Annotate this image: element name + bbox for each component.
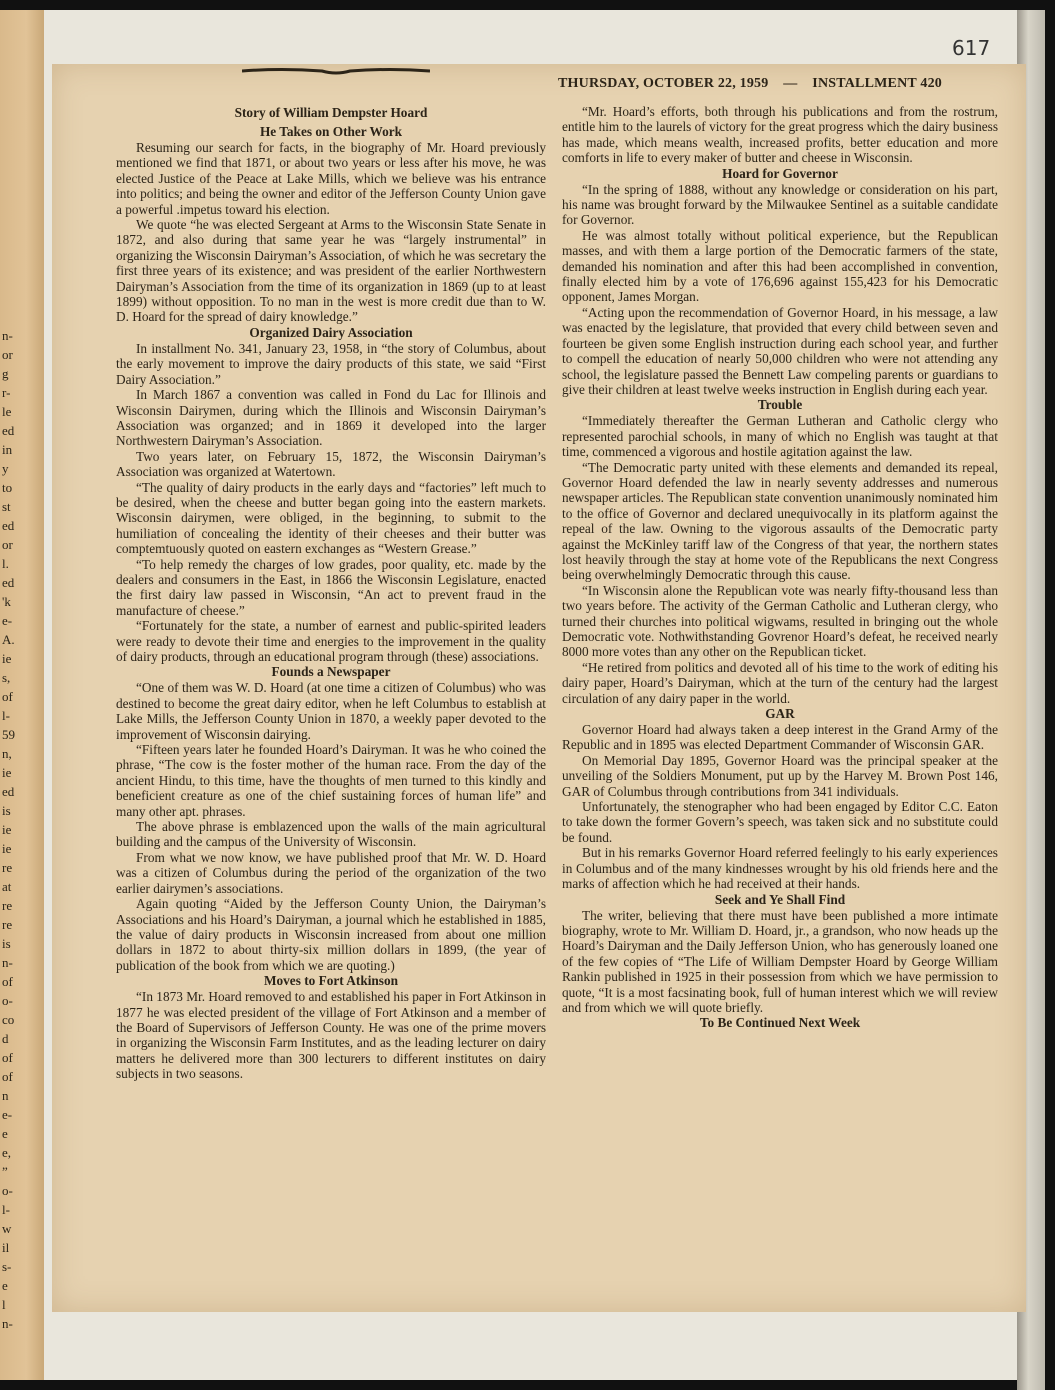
strip-text-fragment: to — [2, 480, 13, 495]
strip-text-fragment: y — [2, 461, 9, 476]
strip-text-fragment: w — [2, 1221, 12, 1236]
strip-text-fragment: n — [2, 1088, 9, 1103]
article-paragraph: “Mr. Hoard’s efforts, both through his publications and from the rostrum, entitle him to the laurels of victory for the great progress which the dairy business has made, which means wealth, increased profits, better education and more comforts in life to every maker of butter and cheese in Wisconsin. — [562, 104, 998, 166]
section-heading: Seek and Ye Shall Find — [714, 891, 846, 907]
article-paragraph: The writer, believing that there must have been published a more intimate biography, wrote to Mr. William D. Hoard, jr., a grandson, who now heads up the Hoard’s Dairyman and the Daily Jefferson Union, who has generously loaned one of the few copies of “The Life of William Dempster Hoard by George William Rankin published in 1925 in their possession from which we have permission to quote, “It is a most facsinating book, full of human interest which we will review and from which we will quote briefly. — [562, 907, 998, 1015]
strip-text-fragment: e — [2, 1278, 8, 1293]
article-paragraph: Governor Hoard had always taken a deep interest in the Grand Army of the Republic and in 1895 was elected Department Commander of Wisconsin GAR. — [562, 722, 998, 753]
header-separator: — — [783, 76, 798, 91]
strip-text-fragment: ” — [2, 1164, 8, 1179]
strip-text-fragment: n- — [2, 955, 13, 970]
strip-text-fragment: ie — [2, 765, 12, 780]
continued-note: To Be Continued Next Week — [699, 1015, 861, 1031]
strip-text-fragment: l- — [2, 1202, 10, 1217]
article-paragraph: Two years later, on February 15, 1872, the Wisconsin Dairyman’s Association was organized at Watertown. — [116, 448, 546, 480]
strip-text-fragment: is — [2, 936, 11, 951]
strip-text-fragment: il — [2, 1240, 10, 1255]
article-paragraph: The above phrase is emblazenced upon the walls of the main agricultural building and the campus of the University of Wisconsin. — [116, 819, 546, 850]
section-heading: Founds a Newspaper — [271, 664, 391, 680]
strip-text-fragment: e- — [2, 1107, 13, 1122]
article-paragraph: “Acting upon the recommendation of Governor Hoard, in his message, a law was enacted by the legislature, that provided that every child between seven and fourteen be given some English instruction during each school year, and further to compell the education of nearly 50,000 children who were not attending any school, the legislature passed the Bennett Law compeling parents or guardians to give their children at least twelve weeks instruction in English during each year. — [562, 304, 998, 397]
article-paragraph: From what we now know, we have published proof that Mr. W. D. Hoard was a citizen of Columbus during the period of the organization of the two earlier dairymen’s associations. — [116, 849, 546, 896]
strip-text-fragment: r- — [2, 385, 11, 400]
article-paragraph: “One of them was W. D. Hoard (at one time a citizen of Columbus) who was destined to become the great dairy editor, when he left Columbus to establish at Lake Mills, the Jefferson County Union in 1870, a weekly paper devoted to the improvement of Wisconsin dairying. — [116, 680, 546, 742]
strip-text-fragment: ed — [2, 575, 15, 590]
issue-header — [558, 76, 942, 92]
strip-text-fragment: e- — [2, 613, 13, 628]
article-paragraph: Again quoting “Aided by the Jefferson County Union, the Dairyman’s Associations and his Hoard’s Dairyman, a journal which he established in 1885, the value of dairy products in Wisconsin increased from about one million dollars in 1872 to about thirty-six million dollars in 1899, (the year of publication of the book from which we are quoting.) — [116, 896, 546, 973]
section-heading: Trouble — [757, 397, 803, 413]
section-heading: Hoard for Governor — [722, 165, 838, 181]
article-paragraph: “In Wisconsin alone the Republican vote was nearly fifty-thousand less than two years before. The activity of the German Catholic and Lutheran clergy, who turned their churches into political wigwams, resulted in bringing out the whole Democratic vote. Nothwithstanding Govrenor Hoard’s defeat, he received nearly 8000 more votes than any other on the Republican ticket. — [562, 582, 998, 660]
strip-text-fragment: or — [2, 347, 13, 362]
article-title: Story of William Dempster Hoard — [234, 105, 428, 120]
strip-text-fragment: o- — [2, 1183, 13, 1198]
masthead-ornament — [242, 66, 430, 76]
strip-text-fragment: co — [2, 1012, 15, 1027]
strip-text-fragment: A. — [2, 632, 15, 647]
strip-text-fragment: ed — [2, 423, 15, 438]
section-heading: He Takes on Other Work — [259, 124, 403, 139]
strip-text-fragment: re — [2, 898, 13, 913]
strip-text-fragment: at — [2, 879, 12, 894]
strip-text-fragment: re — [2, 917, 13, 932]
strip-text-fragment: of — [2, 689, 13, 704]
article-paragraph: But in his remarks Governor Hoard referred feelingly to his early experiences in Columbus and of the many kindnesses wrought by his old friends here and the marks of affection which he had received at their hands. — [562, 845, 998, 892]
strip-text-fragment: s, — [2, 670, 11, 685]
article-paragraph: In installment No. 341, January 23, 1958, in “the story of Columbus, about the early movement to improve the dairy products of this state, we said “First Dairy Association.” — [116, 340, 546, 387]
strip-text-fragment: e, — [2, 1145, 12, 1160]
strip-text-fragment: is — [2, 803, 11, 818]
article-left-column — [116, 104, 546, 1082]
strip-text-fragment: ie — [2, 822, 12, 837]
strip-text-fragment: 59 — [2, 727, 15, 742]
strip-text-fragment: re — [2, 860, 13, 875]
strip-text-fragment: ie — [2, 841, 12, 856]
article-paragraph: “Fifteen years later he founded Hoard’s Dairyman. It was he who coined the phrase, “The cow is the foster mother of the human race. From the day of the ancient Hindu, to this time, have the thoughts of men turned to this kindly and beneficient creature as one of the chief sustaining forces of human life” and many other apt. phrases. — [116, 742, 546, 819]
article-paragraph: “Immediately thereafter the German Lutheran and Catholic clergy who represented parochial schools, in many of which no English was taught at that time, commenced a vigorous and hostile agitation against the law. — [562, 413, 998, 460]
article-right-column — [562, 104, 998, 1031]
strip-text-fragment: s- — [2, 1259, 12, 1274]
issue-date: THURSDAY, OCTOBER 22, 1959 — [558, 76, 769, 91]
strip-text-fragment: l- — [2, 708, 10, 723]
adjacent-clipping-strip — [0, 10, 44, 1380]
strip-text-fragment: of — [2, 974, 13, 989]
strip-text-fragment: le — [2, 404, 12, 419]
article-paragraph: We quote “he was elected Sergeant at Arms to the Wisconsin State Senate in 1872, and also during that same year he was “largely instrumental” in organizing the Wisconsin Dairyman’s Association, of which he was secretary the first three years of its existence; and was president of the earlier Northwestern Dairyman’s Association from the time of its organization in 1869 (up to at least 1899) without opposition. To no man in the west is more credit due than to W. D. Hoard for the spread of dairy knowledge.” — [116, 217, 546, 325]
installment-number: INSTALLMENT 420 — [812, 76, 942, 91]
article-paragraph: Resuming our search for facts, in the biography of Mr. Hoard previously mentioned we find that 1871, or about two years or less after his move, he was elected Justice of the Peace at Lake Mills, which we believe was his entrance into politics; and being the owner and editor of the Jefferson County Union gave a powerful .impetus toward his election. — [116, 140, 546, 217]
strip-text-fragment: l. — [2, 556, 9, 571]
strip-text-fragment: d — [2, 1031, 9, 1046]
strip-text-fragment: g — [2, 366, 9, 381]
section-heading: Moves to Fort Atkinson — [263, 973, 399, 989]
section-heading: GAR — [765, 706, 795, 722]
strip-text-fragment: in — [2, 442, 13, 457]
strip-text-fragment: n, — [2, 746, 12, 761]
strip-text-fragment: ed — [2, 784, 15, 799]
strip-text-fragment: e — [2, 1126, 8, 1141]
article-paragraph: “To help remedy the charges of low grades, poor quality, etc. made by the dealers and consumers in the East, in 1866 the Wisconsin Legislature, enacted the first dairy law passed in Wisconsin, “An act to prevent fraud in the manufacture of cheese.” — [116, 556, 546, 618]
strip-text-fragment: or — [2, 537, 13, 552]
strip-text-fragment: l — [2, 1297, 6, 1312]
article-paragraph: “The quality of dairy products in the early days and “factories” left much to be desired, when the cheese and butter began going into the eastern markets. Wisconsin dairymen, were obliged, in the beginning, to submit to the humiliation of concealing the identity of their cheeses and their butter was comptemtuously quoted on eastern exchanges as “Western Grease.” — [116, 479, 546, 557]
strip-text-fragment: st — [2, 499, 11, 514]
page-number: 617 — [952, 36, 991, 60]
article-paragraph: “In 1873 Mr. Hoard removed to and established his paper in Fort Atkinson in 1877 he was elected president of the village of Fort Atkinson and a member of the Board of Supervisors of Jefferson County. He was one of the prime movers in organizing the Wisconsin Farm Institutes, and as the leading lecturer on dairy matters he delivered more than 300 lecturers to different institutes on dairy subjects in two seasons. — [116, 989, 546, 1082]
strip-text-fragment: n- — [2, 1316, 13, 1331]
strip-text-fragment: ie — [2, 651, 12, 666]
newspaper-clipping — [52, 64, 1026, 1312]
article-paragraph: He was almost totally without political experience, but the Republican masses, and with them a large portion of the Democratic farmers of the state, demanded his nomination and after this had been accomplished in convention, finally elected him by a vote of 176,696 against 155,423 for his Democratic opponent, James Morgan. — [562, 227, 998, 305]
article-paragraph: “He retired from politics and devoted all of his time to the work of editing his dairy paper, Hoard’s Dairyman, which at the turn of the century had the largest circulation of any dairy paper in the world. — [562, 659, 998, 706]
strip-text-fragment: of — [2, 1069, 13, 1084]
strip-text-fragment: of — [2, 1050, 13, 1065]
strip-text-fragment: ed — [2, 518, 15, 533]
article-paragraph: “The Democratic party united with these elements and demanded its repeal, Governor Hoard defended the law in nearly seventy addresses and numerous newspaper articles. The Republican state convention unanimously nominated him to the office of Governor and declared unequivocally in its platform against the repeal of the law. Owning to the vigorous assaults of the Democratic party against the McKinley tariff law of the Congress of that year, the northern states lost heavily through the stay at home vote of the Republicans the next Congress being overwhelmingly Democratic through this cause. — [562, 459, 998, 583]
article-paragraph: Unfortunately, the stenographer who had been engaged by Editor C.C. Eaton to take down the former Govern’s speech, was taken sick and no substitute could be found. — [562, 799, 998, 845]
strip-text-fragment: o- — [2, 993, 13, 1008]
strip-text-fragment: 'k — [2, 594, 11, 609]
strip-text-fragment: n- — [2, 328, 13, 343]
article-paragraph: “In the spring of 1888, without any knowledge or consideration on his part, his name was brought forward by the Milwaukee Sentinel as a suitable candidate for Governor. — [562, 181, 998, 228]
article-paragraph: “Fortunately for the state, a number of earnest and public-spirited leaders were ready to devote their time and energies to the improvement in the quality of dairy products, through an educational program through (these) associations. — [116, 618, 546, 664]
article-paragraph: In March 1867 a convention was called in Fond du Lac for Illinois and Wisconsin Dairymen, during which the Illinois and Wisconsin Dairyman’s Association was organzed; and in 1869 it developed into the larger Northwestern Dairyman’s Association. — [116, 387, 546, 449]
section-heading: Organized Dairy Association — [249, 324, 413, 340]
article-paragraph: On Memorial Day 1895, Governor Hoard was the principal speaker at the unveiling of the Soldiers Monument, put up by the Harvey M. Brown Post 146, GAR of Columbus through contributions from 341 individuals. — [562, 752, 998, 799]
